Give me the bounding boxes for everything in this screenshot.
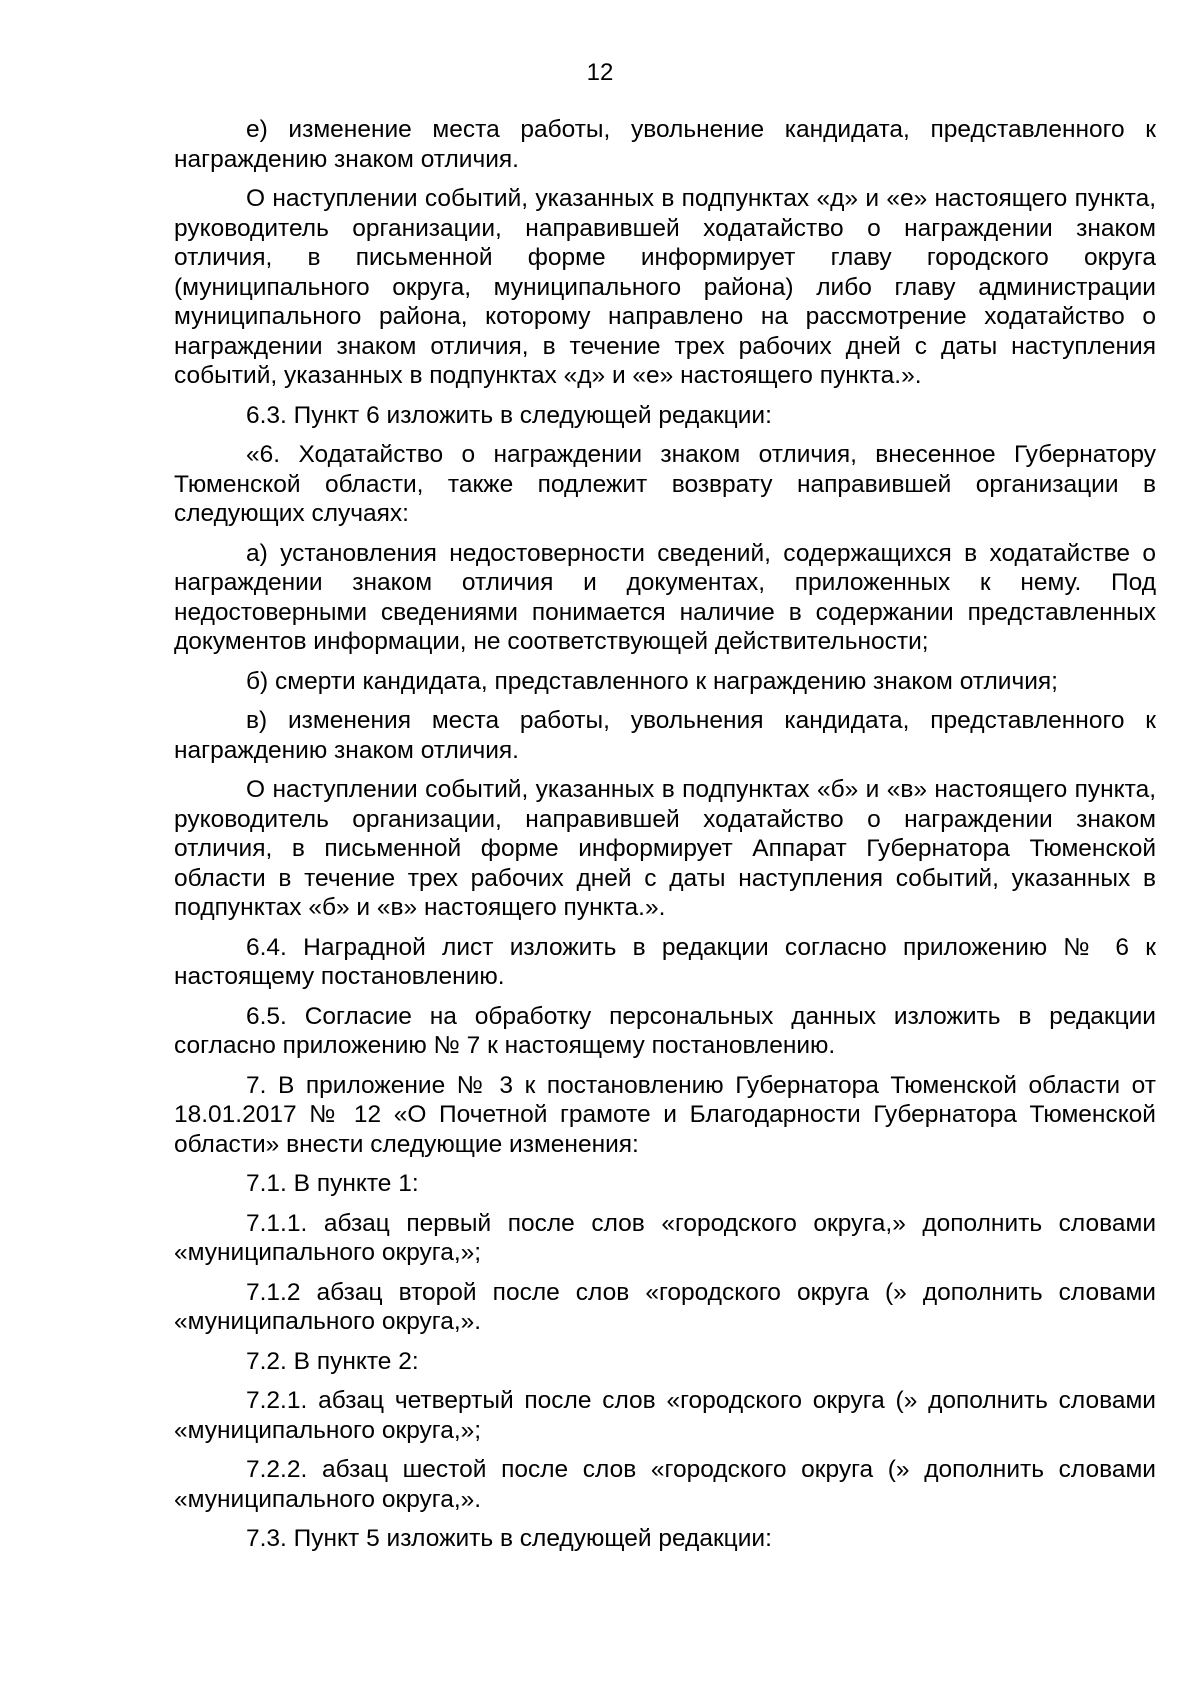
paragraph: 7.3. Пункт 5 изложить в следующей редакции: [246, 1525, 772, 1552]
paragraph: 7.1.1. абзац первый после слов «городского округа,» дополнить словами «муниципального округа,»; [174, 1209, 1156, 1266]
paragraph: 7.2.1. абзац четвертый после слов «городского округа (» дополнить словами «муниципального округа,»; [174, 1387, 1156, 1444]
paragraph: 7.1.2 абзац второй после слов «городского округа (» дополнить словами «муниципального округа,». [174, 1278, 1156, 1335]
paragraph: О наступлении событий, указанных в подпунктах «б» и «в» настоящего пункта, руководитель организации, направившей ходатайство о награждении знаком отличия, в письменной форме информирует Аппарат Губернатора Тюменской области в течение трех рабочих дней с даты наступления событий, указанных в подпунктах «б» и «в» настоящего пункта.». [174, 776, 1156, 921]
paragraph: 7. В приложение № 3 к постановлению Губернатора Тюменской области от 18.01.2017 № 12 «О Почетной грамоте и Благодарности Губернатора Тюменской области» внести следующие изменения: [174, 1071, 1156, 1158]
page-number: 12 [586, 59, 614, 86]
paragraph: 6.3. Пункт 6 изложить в следующей редакции: [246, 401, 772, 429]
paragraph: 6.5. Согласие на обработку персональных данных изложить в редакции согласно приложению № 7 к настоящему постановлению. [174, 1002, 1156, 1059]
paragraph: «6. Ходатайство о награждении знаком отличия, внесенное Губернатору Тюменской области, также подлежит возврату направившей организации в следующих случаях: [174, 441, 1156, 527]
document-body [174, 115, 1156, 1564]
paragraph: 7.2. В пункте 2: [246, 1347, 419, 1375]
paragraph: е) изменение места работы, увольнение кандидата, представленного к награждению знаком отличия. [174, 116, 1156, 173]
paragraph: 7.1. В пункте 1: [246, 1170, 419, 1197]
paragraph: 6.4. Наградной лист изложить в редакции согласно приложению № 6 к настоящему постановлению. [174, 933, 1156, 990]
paragraph: б) смерти кандидата, представленного к награждению знаком отличия; [246, 667, 1058, 695]
paragraph: О наступлении событий, указанных в подпунктах «д» и «е» настоящего пункта, руководитель организации, направившей ходатайство о награждении знаком отличия, в письменной форме информирует главу городского округа (муниципального округа, муниципального района) либо главу администрации муниципального района, которому направлено на рассмотрение ходатайство о награждении знаком отличия, в течение трех рабочих дней с даты наступления событий, указанных в подпунктах «д» и «е» настоящего пункта.». [174, 185, 1156, 389]
paragraph: в) изменения места работы, увольнения кандидата, представленного к награждению знаком отличия. [174, 707, 1156, 764]
paragraph: 7.2.2. абзац шестой после слов «городского округа (» дополнить словами «муниципального округа,». [174, 1456, 1156, 1513]
paragraph: а) установления недостоверности сведений, содержащихся в ходатайстве о награждении знаком отличия и документах, приложенных к нему. Под недостоверными сведениями понимается наличие в содержании представленных документов информации, не соответствующей действительности; [174, 539, 1156, 655]
